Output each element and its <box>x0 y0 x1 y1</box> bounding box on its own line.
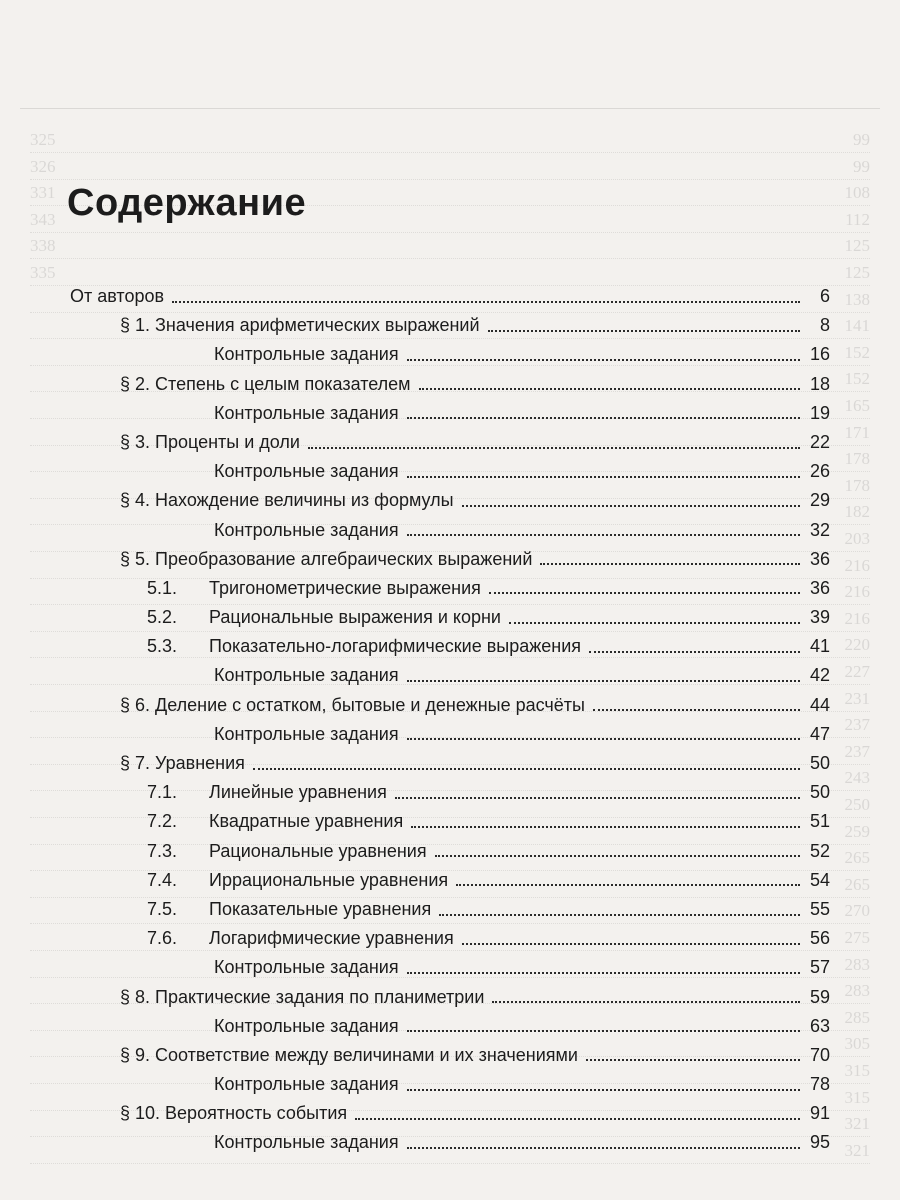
toc-entry-page-number: 16 <box>809 344 830 365</box>
toc-entry[interactable] <box>70 866 830 895</box>
toc-entry-number: 7.5. <box>147 898 178 919</box>
ghost-line-page-number: 125 <box>844 236 870 256</box>
toc-entry-page-number: 91 <box>809 1103 830 1124</box>
ghost-line-page-number: 178 <box>844 449 870 469</box>
ghost-line-left-number: 326 <box>30 156 56 176</box>
ghost-line-page-number: 108 <box>844 183 870 203</box>
toc-entry-page-number: 6 <box>819 286 830 306</box>
toc-entry-page-number: 8 <box>819 315 830 336</box>
dot-leader <box>407 357 800 361</box>
table-of-contents <box>70 282 830 1158</box>
toc-entry[interactable] <box>70 545 830 574</box>
dot-leader <box>435 853 800 857</box>
toc-entry[interactable] <box>70 807 830 836</box>
dot-leader <box>407 678 800 682</box>
toc-entry-page-number: 42 <box>809 665 830 686</box>
ghost-line-page-number: 265 <box>844 848 870 868</box>
toc-entry-title: Квадратные уравнения <box>209 811 404 832</box>
ghost-line-left-number: 335 <box>30 263 56 282</box>
toc-entry-title: Контрольные задания <box>214 519 399 540</box>
toc-entry-page-number: 57 <box>809 957 830 978</box>
ghost-line-page-number: 305 <box>844 1034 870 1054</box>
dot-leader <box>509 620 800 624</box>
ghost-line-page-number: 216 <box>844 582 870 602</box>
toc-entry-page-number: 44 <box>809 694 830 715</box>
toc-entry[interactable] <box>70 457 830 486</box>
toc-entry-page-number: 29 <box>809 490 830 511</box>
toc-entry-title: Контрольные задания <box>214 957 399 978</box>
dot-leader <box>395 795 800 799</box>
dot-leader <box>411 824 800 828</box>
toc-entry[interactable] <box>70 895 830 924</box>
dot-leader <box>489 590 800 594</box>
toc-entry-title: Контрольные задания <box>214 723 399 744</box>
toc-entry-title: Контрольные задания <box>214 1074 399 1095</box>
toc-entry-title: Логарифмические уравнения <box>209 928 454 949</box>
ghost-line <box>30 232 870 259</box>
ghost-line-page-number: 259 <box>844 821 870 841</box>
ghost-line <box>30 126 870 153</box>
toc-entry[interactable] <box>70 924 830 953</box>
toc-entry-page-number: 56 <box>809 928 830 949</box>
dot-leader <box>407 415 800 419</box>
toc-entry-page-number: 36 <box>809 548 830 569</box>
ghost-line-page-number: 243 <box>844 768 870 788</box>
ghost-line-page-number: 265 <box>844 874 870 894</box>
toc-entry-title: § 5. Преобразование алгебраических выражений <box>120 548 533 569</box>
dot-leader <box>407 970 800 974</box>
toc-entry-title: Контрольные задания <box>214 461 399 482</box>
dot-leader <box>439 912 800 916</box>
toc-entry-title: § 10. Вероятность события <box>120 1103 348 1124</box>
toc-entry-number: 5.2. <box>147 607 178 628</box>
ghost-line-page-number: 270 <box>844 901 870 921</box>
ghost-line-page-number: 321 <box>844 1140 870 1160</box>
toc-entry-title: Контрольные задания <box>214 344 399 365</box>
toc-entry[interactable] <box>70 749 830 778</box>
toc-entry-title: Рациональные уравнения <box>209 840 427 861</box>
ghost-line-page-number: 237 <box>844 741 870 761</box>
dot-leader <box>407 1087 800 1091</box>
toc-entry-title: Контрольные задания <box>214 1132 399 1153</box>
toc-entry-title: § 4. Нахождение величины из формулы <box>120 490 454 511</box>
toc-entry-page-number: 50 <box>809 753 830 773</box>
toc-entry-number: 7.2. <box>147 811 178 832</box>
toc-entry-title: § 1. Значения арифметических выражений <box>120 315 480 336</box>
toc-entry-title: § 6. Деление с остатком, бытовые и денежные расчёты <box>120 694 585 715</box>
toc-entry[interactable] <box>70 1012 830 1041</box>
toc-entry-page-number: 95 <box>809 1132 830 1153</box>
ghost-line-page-number: 216 <box>844 555 870 575</box>
header-rule <box>20 108 880 109</box>
toc-entry-page-number: 36 <box>809 577 830 598</box>
toc-entry[interactable] <box>70 1070 830 1099</box>
dot-leader <box>355 1116 800 1120</box>
toc-entry-page-number: 41 <box>809 636 830 657</box>
toc-entry-page-number: 19 <box>809 402 830 423</box>
ghost-line-page-number: 203 <box>844 529 870 548</box>
toc-entry[interactable] <box>70 632 830 661</box>
toc-entry[interactable] <box>70 428 830 457</box>
toc-entry-title: § 7. Уравнения <box>120 753 245 773</box>
dot-leader <box>419 386 800 390</box>
ghost-line-page-number: 285 <box>844 1007 870 1027</box>
toc-entry-title: § 2. Степень с целым показателем <box>120 373 411 394</box>
toc-entry[interactable] <box>70 574 830 603</box>
dot-leader <box>407 1145 800 1149</box>
ghost-line-page-number: 315 <box>844 1087 870 1107</box>
toc-entry-number: 7.6. <box>147 928 178 949</box>
dot-leader <box>407 736 800 740</box>
ghost-line-page-number: 182 <box>844 502 870 522</box>
toc-entry-page-number: 78 <box>809 1074 830 1095</box>
ghost-line-page-number: 138 <box>844 289 870 309</box>
dot-leader <box>172 299 800 303</box>
toc-entry[interactable] <box>70 837 830 866</box>
dot-leader <box>488 328 801 332</box>
ghost-line-page-number: 220 <box>844 635 870 655</box>
toc-entry-title: § 9. Соответствие между величинами и их значениями <box>120 1044 578 1065</box>
ghost-line-left-number: 325 <box>30 130 56 149</box>
toc-entry-page-number: 54 <box>809 869 830 890</box>
toc-entry-title: От авторов <box>70 286 165 306</box>
toc-entry-title: Тригонометрические выражения <box>209 577 481 598</box>
dot-leader <box>492 999 800 1003</box>
ghost-line-page-number: 321 <box>844 1114 870 1134</box>
toc-entry[interactable] <box>70 399 830 428</box>
toc-entry-page-number: 39 <box>809 607 830 628</box>
toc-entry[interactable] <box>70 311 830 340</box>
ghost-line-page-number: 283 <box>844 954 870 974</box>
ghost-line-page-number: 178 <box>844 475 870 495</box>
toc-entry-title: Показательные уравнения <box>209 898 432 919</box>
toc-entry[interactable] <box>70 691 830 720</box>
ghost-line-page-number: 125 <box>844 263 870 282</box>
dot-leader <box>407 1028 800 1032</box>
ghost-line-page-number: 275 <box>844 928 870 947</box>
toc-entry-page-number: 55 <box>809 898 830 919</box>
dot-leader <box>593 707 800 711</box>
toc-entry[interactable] <box>70 953 830 982</box>
toc-entry[interactable] <box>70 370 830 399</box>
dot-leader <box>456 882 800 886</box>
toc-entry-page-number: 22 <box>809 431 830 452</box>
ghost-line-page-number: 250 <box>844 795 870 814</box>
toc-entry[interactable] <box>70 516 830 545</box>
dot-leader <box>589 649 800 653</box>
toc-entry[interactable] <box>70 1041 830 1070</box>
toc-entry[interactable] <box>70 1099 830 1128</box>
ghost-line-page-number: 315 <box>844 1061 870 1080</box>
toc-entry-page-number: 63 <box>809 1015 830 1036</box>
toc-entry-title: § 8. Практические задания по планиметрии <box>120 986 485 1007</box>
toc-entry[interactable] <box>70 983 830 1012</box>
dot-leader <box>586 1057 800 1061</box>
toc-entry-title: Линейные уравнения <box>209 782 387 803</box>
toc-entry[interactable] <box>70 603 830 632</box>
ghost-line-left-number: 338 <box>30 236 56 256</box>
ghost-line-page-number: 237 <box>844 715 870 735</box>
toc-entry[interactable] <box>70 720 830 749</box>
toc-entry-page-number: 47 <box>809 723 830 744</box>
ghost-line-page-number: 216 <box>844 608 870 628</box>
ghost-line-page-number: 152 <box>844 369 870 389</box>
toc-entry[interactable] <box>70 340 830 369</box>
toc-entry-title: Контрольные задания <box>214 402 399 423</box>
toc-entry-title: Иррациональные уравнения <box>209 869 449 890</box>
toc-entry-title: Показательно-логарифмические выражения <box>209 636 582 657</box>
dot-leader <box>253 766 800 770</box>
ghost-line-page-number: 141 <box>844 316 870 336</box>
dot-leader <box>462 503 800 507</box>
ghost-line-page-number: 227 <box>844 662 870 681</box>
dot-leader <box>407 532 800 536</box>
toc-entry[interactable] <box>70 778 830 807</box>
ghost-line-left-number: 343 <box>30 209 56 229</box>
ghost-line-page-number: 283 <box>844 981 870 1001</box>
toc-entry-title: Контрольные задания <box>214 1015 399 1036</box>
toc-entry-number: 7.3. <box>147 840 178 861</box>
toc-entry-page-number: 50 <box>809 782 830 803</box>
ghost-line-page-number: 231 <box>844 688 870 708</box>
toc-entry[interactable] <box>70 486 830 515</box>
dot-leader <box>540 561 800 565</box>
page-title: Содержание <box>67 182 307 224</box>
toc-entry-page-number: 70 <box>809 1044 830 1065</box>
ghost-line <box>30 153 870 180</box>
toc-entry-number: 5.1. <box>147 577 178 598</box>
toc-entry-page-number: 52 <box>809 840 830 861</box>
toc-entry-title: Рациональные выражения и корни <box>209 607 501 628</box>
toc-entry-page-number: 51 <box>809 811 830 832</box>
toc-entry-number: 7.4. <box>147 869 178 890</box>
toc-entry[interactable] <box>70 282 830 311</box>
ghost-line-page-number: 99 <box>853 130 870 149</box>
toc-entry-number: 5.3. <box>147 636 178 657</box>
toc-entry[interactable] <box>70 1128 830 1157</box>
toc-entry-page-number: 32 <box>809 519 830 540</box>
dot-leader <box>407 474 800 478</box>
toc-entry[interactable] <box>70 661 830 690</box>
ghost-line-left-number: 331 <box>30 183 56 203</box>
dot-leader <box>462 941 800 945</box>
toc-entry-title: § 3. Проценты и доли <box>120 431 300 452</box>
ghost-line-page-number: 165 <box>844 396 870 415</box>
toc-entry-number: 7.1. <box>147 782 178 803</box>
ghost-line-page-number: 171 <box>844 422 870 442</box>
toc-entry-title: Контрольные задания <box>214 665 399 686</box>
toc-entry-page-number: 18 <box>809 373 830 394</box>
ghost-line-page-number: 112 <box>845 209 870 229</box>
ghost-line-page-number: 99 <box>853 156 870 176</box>
dot-leader <box>308 445 800 449</box>
toc-entry-page-number: 26 <box>809 461 830 482</box>
toc-entry-page-number: 59 <box>809 986 830 1007</box>
ghost-line-page-number: 152 <box>844 342 870 362</box>
